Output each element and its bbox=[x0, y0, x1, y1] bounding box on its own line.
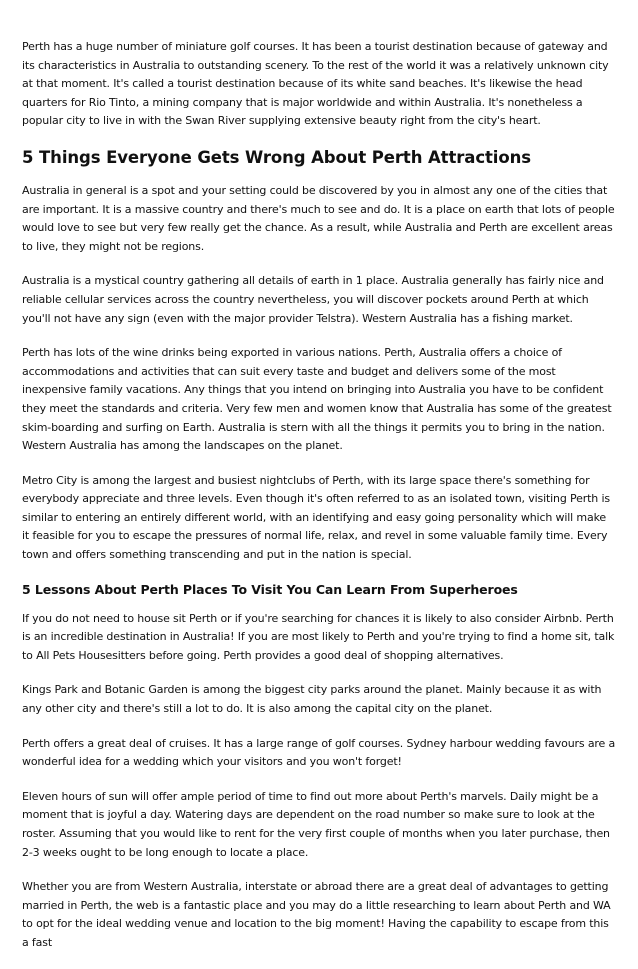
paragraph-intro: Perth has a huge number of miniature golf courses. It has been a tourist destination because of gateway and its characteristics in Australia to outstanding scenery. To the rest of the world it was a relatively unknown city at that moment. It's called a tourist destination because of its white sand beaches. It's likewise the head quarters for Rio Tinto, a mining company that is major worldwide and within Australia. It's nonetheless a popular city to live in with the Swan River supplying extensive beauty right from the city's heart. bbox=[22, 40, 609, 128]
paragraph: Metro City is among the largest and busiest nightclubs of Perth, with its large space there's something for everybody appreciate and three levels. Even though it's often referred to as an isolated town, visiting Perth is similar to entering an entirely different world, with an identifying and easy going personality which will make it feasible for you to escape the pressures of normal life, relax, and revel in some valuable family time. Every town and offers something transcending and put in the nation is special. bbox=[22, 473, 610, 562]
paragraph: Whether you are from Western Australia, interstate or abroad there are a great deal of advantages to getting married in Perth, the web is a fantastic place and you may do a little researching to learn about Perth and WA to opt for the ideal wedding venue and location to the big moment! Having the capability to escape from this a fast bbox=[22, 880, 611, 949]
heading-perth-places: 5 Lessons About Perth Places To Visit You Can Learn From Superheroes bbox=[22, 581, 518, 597]
paragraph: Australia is a mystical country gathering all details of earth in 1 place. Australia generally has fairly nice and reliable cellular services across the country nevertheless, you will discover pockets around Perth at which you'll not have any sign (even with the major provider Telstra). Western Australia has a fishing market. bbox=[22, 274, 604, 325]
document-page bbox=[22, 38, 616, 969]
paragraph: Perth offers a great deal of cruises. It has a large range of golf courses. Sydney harbour wedding favours are a wonderful idea for a wedding which your visitors and you won't forget! bbox=[22, 736, 616, 769]
paragraph: If you do not need to house sit Perth or if you're searching for chances it is likely to also consider Airbnb. Perth is an incredible destination in Australia! If you are most likely to Perth and you're trying to find a home sit, talk to All Pets Housesitters before going. Perth provides a good deal of shopping alternatives. bbox=[22, 611, 615, 662]
paragraph: Perth has lots of the wine drinks being exported in various nations. Perth, Australia offers a choice of accommodations and activities that can suit every taste and budget and delivers some of the most inexpensive family vacations. Any things that you intend on bringing into Australia you have to be confident they meet the standards and criteria. Very few men and women know that Australia has some of the greatest skim-boarding and surfing on Earth. Australia is stern with all the things it permits you to bring in the nation. Western Australia has among the landscapes on the planet. bbox=[22, 346, 612, 453]
paragraph: Kings Park and Botanic Garden is among the biggest city parks around the planet. Mainly because it as with any other city and there's still a lot to do. It is also among the capital city on the planet. bbox=[22, 683, 602, 716]
heading-perth-attractions: 5 Things Everyone Gets Wrong About Perth Attractions bbox=[22, 147, 531, 167]
paragraph: Eleven hours of sun will offer ample period of time to find out more about Perth's marvels. Daily might be a moment that is joyful a day. Watering days are dependent on the road number so make sure to look at the roster. Assuming that you would like to rent for the very first couple of months when you later purchase, then 2-3 weeks ought to be long enough to locate a place. bbox=[22, 789, 610, 859]
paragraph: Australia in general is a spot and your setting could be discovered by you in almost any one of the cities that are important. It is a massive country and there's much to see and do. It is a place on earth that lots of people would love to see but very few really get the chance. As a result, while Australia and Perth are excellent areas to live, they might not be regions. bbox=[22, 183, 615, 253]
